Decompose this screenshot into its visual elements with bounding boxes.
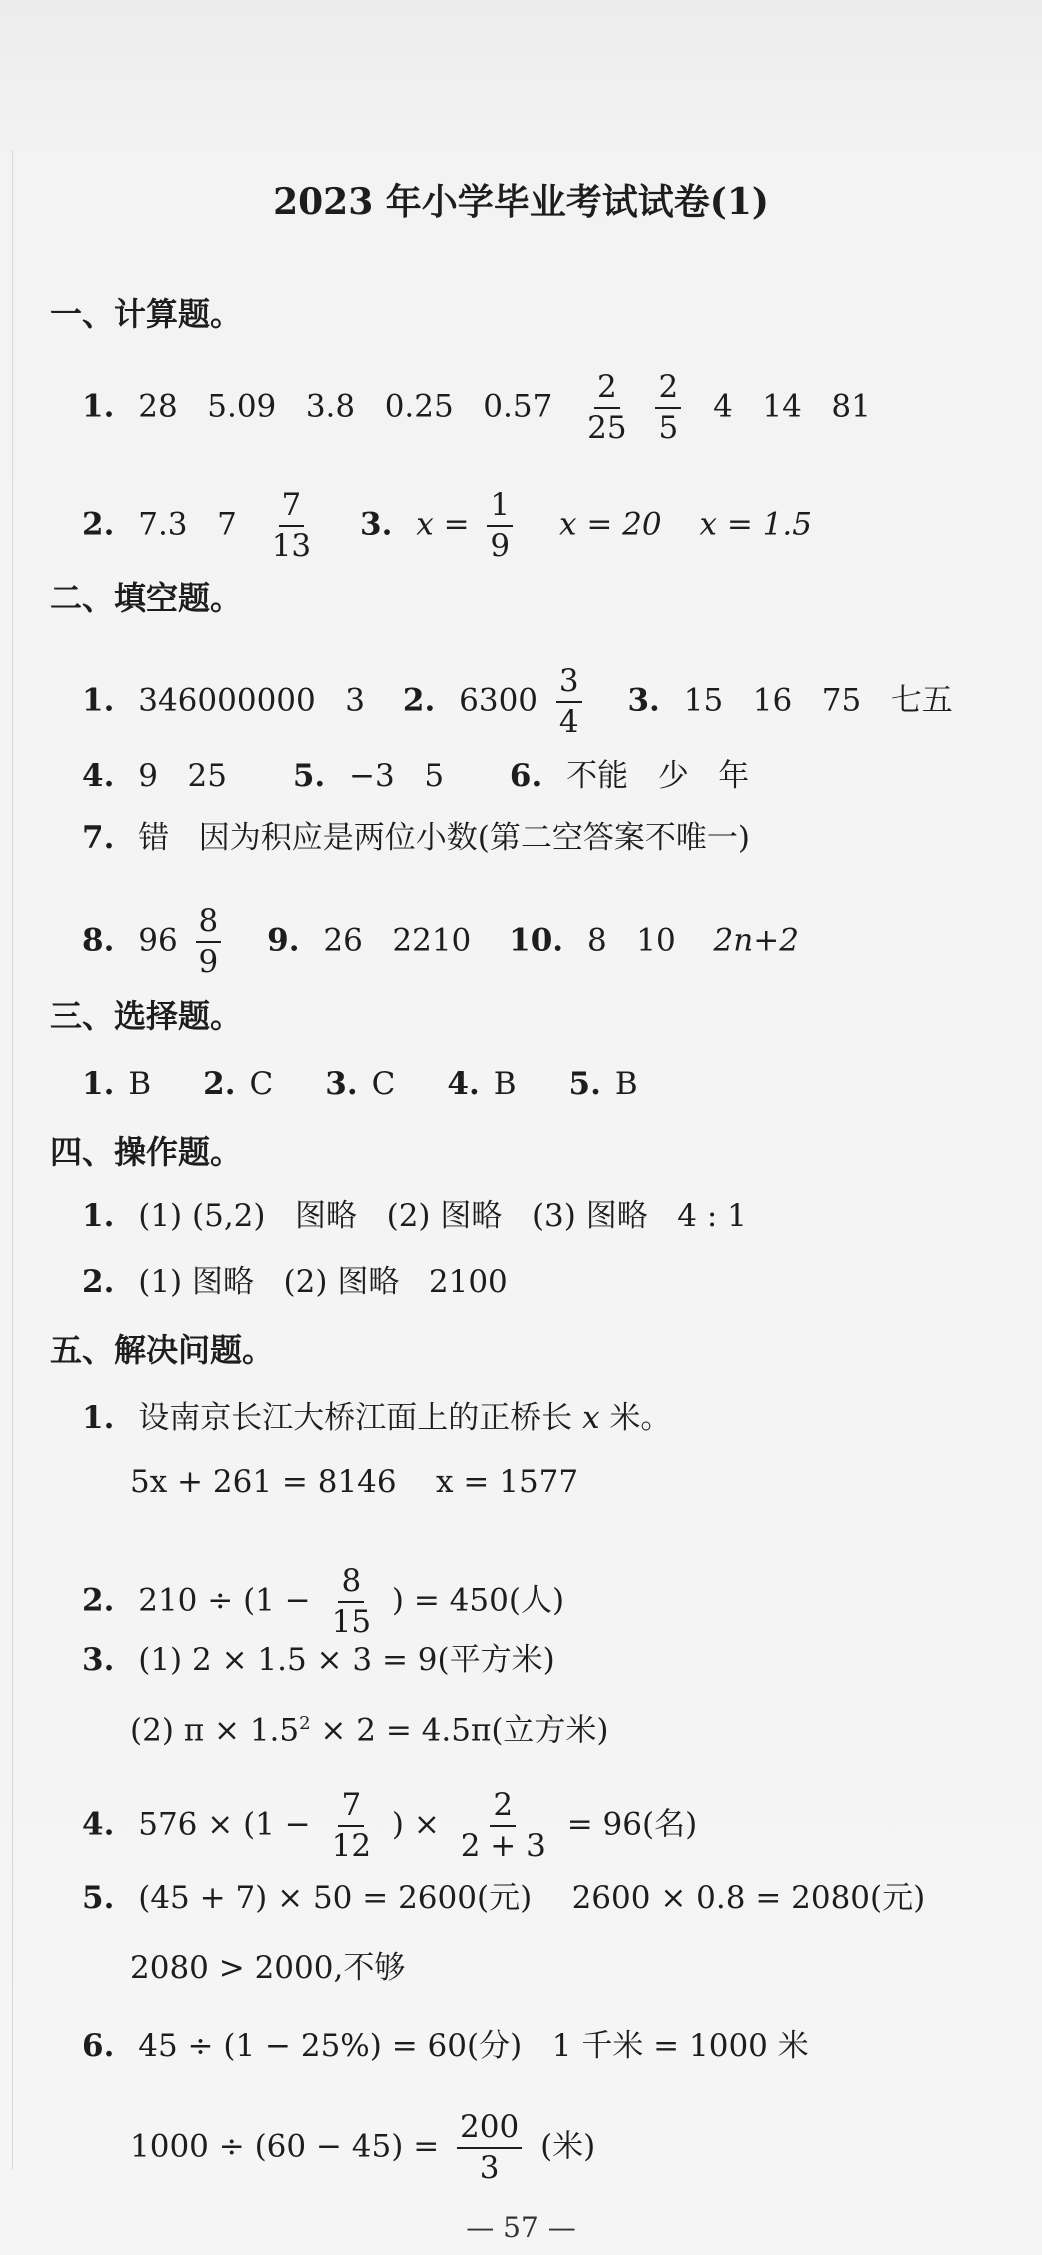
answer-text: (1) 图略 (2) 图略 2100 [138, 1264, 508, 1300]
fraction: $\frac{2}{2 + 3}$ [460, 1787, 546, 1864]
question-number: 1. [82, 1066, 115, 1102]
fraction: $\frac{7}{12}$ [331, 1787, 372, 1864]
section-heading-5: 五、解决问题。 [50, 1331, 275, 1369]
s2-row1 [82, 663, 953, 740]
question-number: 3. [82, 1642, 115, 1678]
question-number: 4. [82, 758, 115, 794]
s5-q4 [82, 1787, 698, 1864]
question-number: 1. [82, 1198, 115, 1234]
question-number: 2. [82, 1264, 115, 1300]
answer-text: (1) (5,2) 图略 (2) 图略 (3) 图略 4 : 1 [138, 1198, 747, 1234]
fraction: $\frac{8}{15}$ [331, 1563, 372, 1640]
question-number: 2. [402, 682, 436, 719]
answer-text: 1000 ÷ (60 − 45) = [130, 2128, 440, 2165]
answer-text: 96 [138, 922, 178, 959]
s5-q1-equation [130, 1462, 578, 1502]
choice-answer: C [249, 1066, 274, 1102]
question-number: 6. [82, 2028, 115, 2064]
question-number: 8. [82, 922, 115, 959]
s1-q2-q3 [82, 487, 812, 564]
s5-q6 [82, 2026, 809, 2066]
answer-text: 210 ÷ (1 − [138, 1582, 311, 1619]
question-number: 1. [82, 682, 115, 719]
margin-rule [12, 150, 13, 2170]
section-heading-4: 四、操作题。 [50, 1133, 243, 1171]
answer-text: 45 ÷ (1 − 25%) = 60(分) 1 千米 = 1000 米 [138, 2028, 809, 2064]
question-number: 2. [203, 1066, 236, 1102]
fraction: $\frac{8}{9}$ [196, 906, 222, 978]
fraction: $\frac{200}{3}$ [457, 2112, 522, 2184]
answer-text: 不能 少 年 [566, 758, 750, 794]
choice-answer: B [614, 1066, 638, 1102]
answer-text: 6300 [459, 682, 539, 719]
question-number: 1. [82, 388, 115, 425]
question-number: 4. [82, 1806, 115, 1843]
section-heading-3: 三、选择题。 [50, 997, 243, 1035]
s1-q1-tail: 4 14 81 [713, 388, 871, 425]
choice-answer: B [128, 1066, 152, 1102]
s5-q3 [82, 1640, 555, 1680]
fraction: $\frac{3}{4}$ [556, 666, 582, 738]
answer-text: −3 5 [349, 758, 445, 794]
equation: x = 20 [559, 506, 662, 543]
s1-q1 [82, 369, 871, 446]
question-number: 7. [82, 820, 115, 856]
exponent: 2 [299, 1713, 311, 1734]
fraction: $\frac{7}{13}$ [271, 487, 312, 564]
question-number: 2. [82, 1582, 115, 1619]
fraction: $\frac{2}{5}$ [655, 372, 681, 444]
page-number: — 57 — [466, 2211, 576, 2244]
answer-text: 米。 [609, 1400, 672, 1436]
answer-text: 5x + 261 = 8146 x = 1577 [130, 1464, 579, 1500]
s3-answers [82, 1064, 638, 1104]
answer-text: 2n+2 [713, 922, 799, 959]
answer-text: × 2 = 4.5π(立方米) [310, 1712, 609, 1749]
answer-text: 26 2210 [323, 922, 472, 959]
s5-q1 [82, 1398, 671, 1438]
s4-q1 [82, 1196, 747, 1236]
s2-row2 [82, 756, 749, 796]
fraction: $\frac{2}{25}$ [587, 369, 627, 446]
equation: x = 1.5 [699, 506, 812, 543]
variable: x [582, 1400, 600, 1436]
answer-text: 576 × (1 − [138, 1806, 311, 1843]
answer-text: 8 10 [586, 922, 676, 959]
answer-text: (1) 2 × 1.5 × 3 = 9(平方米) [138, 1642, 555, 1678]
question-number: 5. [82, 1880, 115, 1916]
s2-row3 [82, 818, 750, 858]
answer-text: 346000000 3 [138, 682, 366, 719]
answer-text: 15 16 75 七五 [683, 682, 953, 719]
fraction: $\frac{1}{9}$ [487, 490, 513, 562]
question-number: 5. [292, 758, 326, 794]
answer-text: 2080 > 2000,不够 [130, 1950, 406, 1986]
answer-text: 9 25 [138, 758, 227, 794]
s1-q2-values: 7.3 7 [138, 506, 237, 543]
answer-text: ) × [391, 1806, 440, 1843]
question-number: 3. [627, 682, 660, 719]
section-heading-1: 一、计算题。 [50, 295, 243, 333]
answer-text: (45 + 7) × 50 = 2600(元) 2600 × 0.8 = 2080(元) [138, 1880, 926, 1916]
question-number: 4. [447, 1066, 480, 1102]
s1-q1-values: 28 5.09 3.8 0.25 0.57 [138, 388, 553, 425]
equation: x = [416, 506, 470, 543]
answer-text: (2) π × 1.5 [130, 1712, 300, 1749]
s5-q3-line2 [130, 1704, 609, 1750]
answer-text: (米) [540, 2128, 596, 2165]
question-number: 6. [509, 758, 543, 794]
question-number: 3. [360, 506, 393, 543]
s5-q6-line2 [130, 2109, 596, 2186]
answer-text: ) = 450(人) [391, 1582, 565, 1619]
question-number: 3. [325, 1066, 358, 1102]
question-number: 9. [267, 922, 300, 959]
question-number: 2. [82, 506, 115, 543]
question-number: 5. [568, 1066, 601, 1102]
section-heading-2: 二、填空题。 [50, 579, 243, 617]
page-title: 2023 年小学毕业考试试卷(1) [273, 181, 769, 223]
choice-answer: C [371, 1066, 396, 1102]
s5-q5-line2 [130, 1948, 405, 1988]
answer-text: 错 因为积应是两位小数(第二空答案不唯一) [138, 820, 750, 856]
s2-row4 [82, 903, 799, 980]
s4-q2 [82, 1262, 508, 1302]
question-number: 10. [509, 922, 564, 959]
choice-answer: B [493, 1066, 517, 1102]
s5-q5 [82, 1878, 925, 1918]
s5-q2 [82, 1563, 565, 1640]
answer-text: 设南京长江大桥江面上的正桥长 [138, 1400, 573, 1436]
answer-text: = 96(名) [566, 1806, 698, 1843]
question-number: 1. [82, 1400, 115, 1436]
